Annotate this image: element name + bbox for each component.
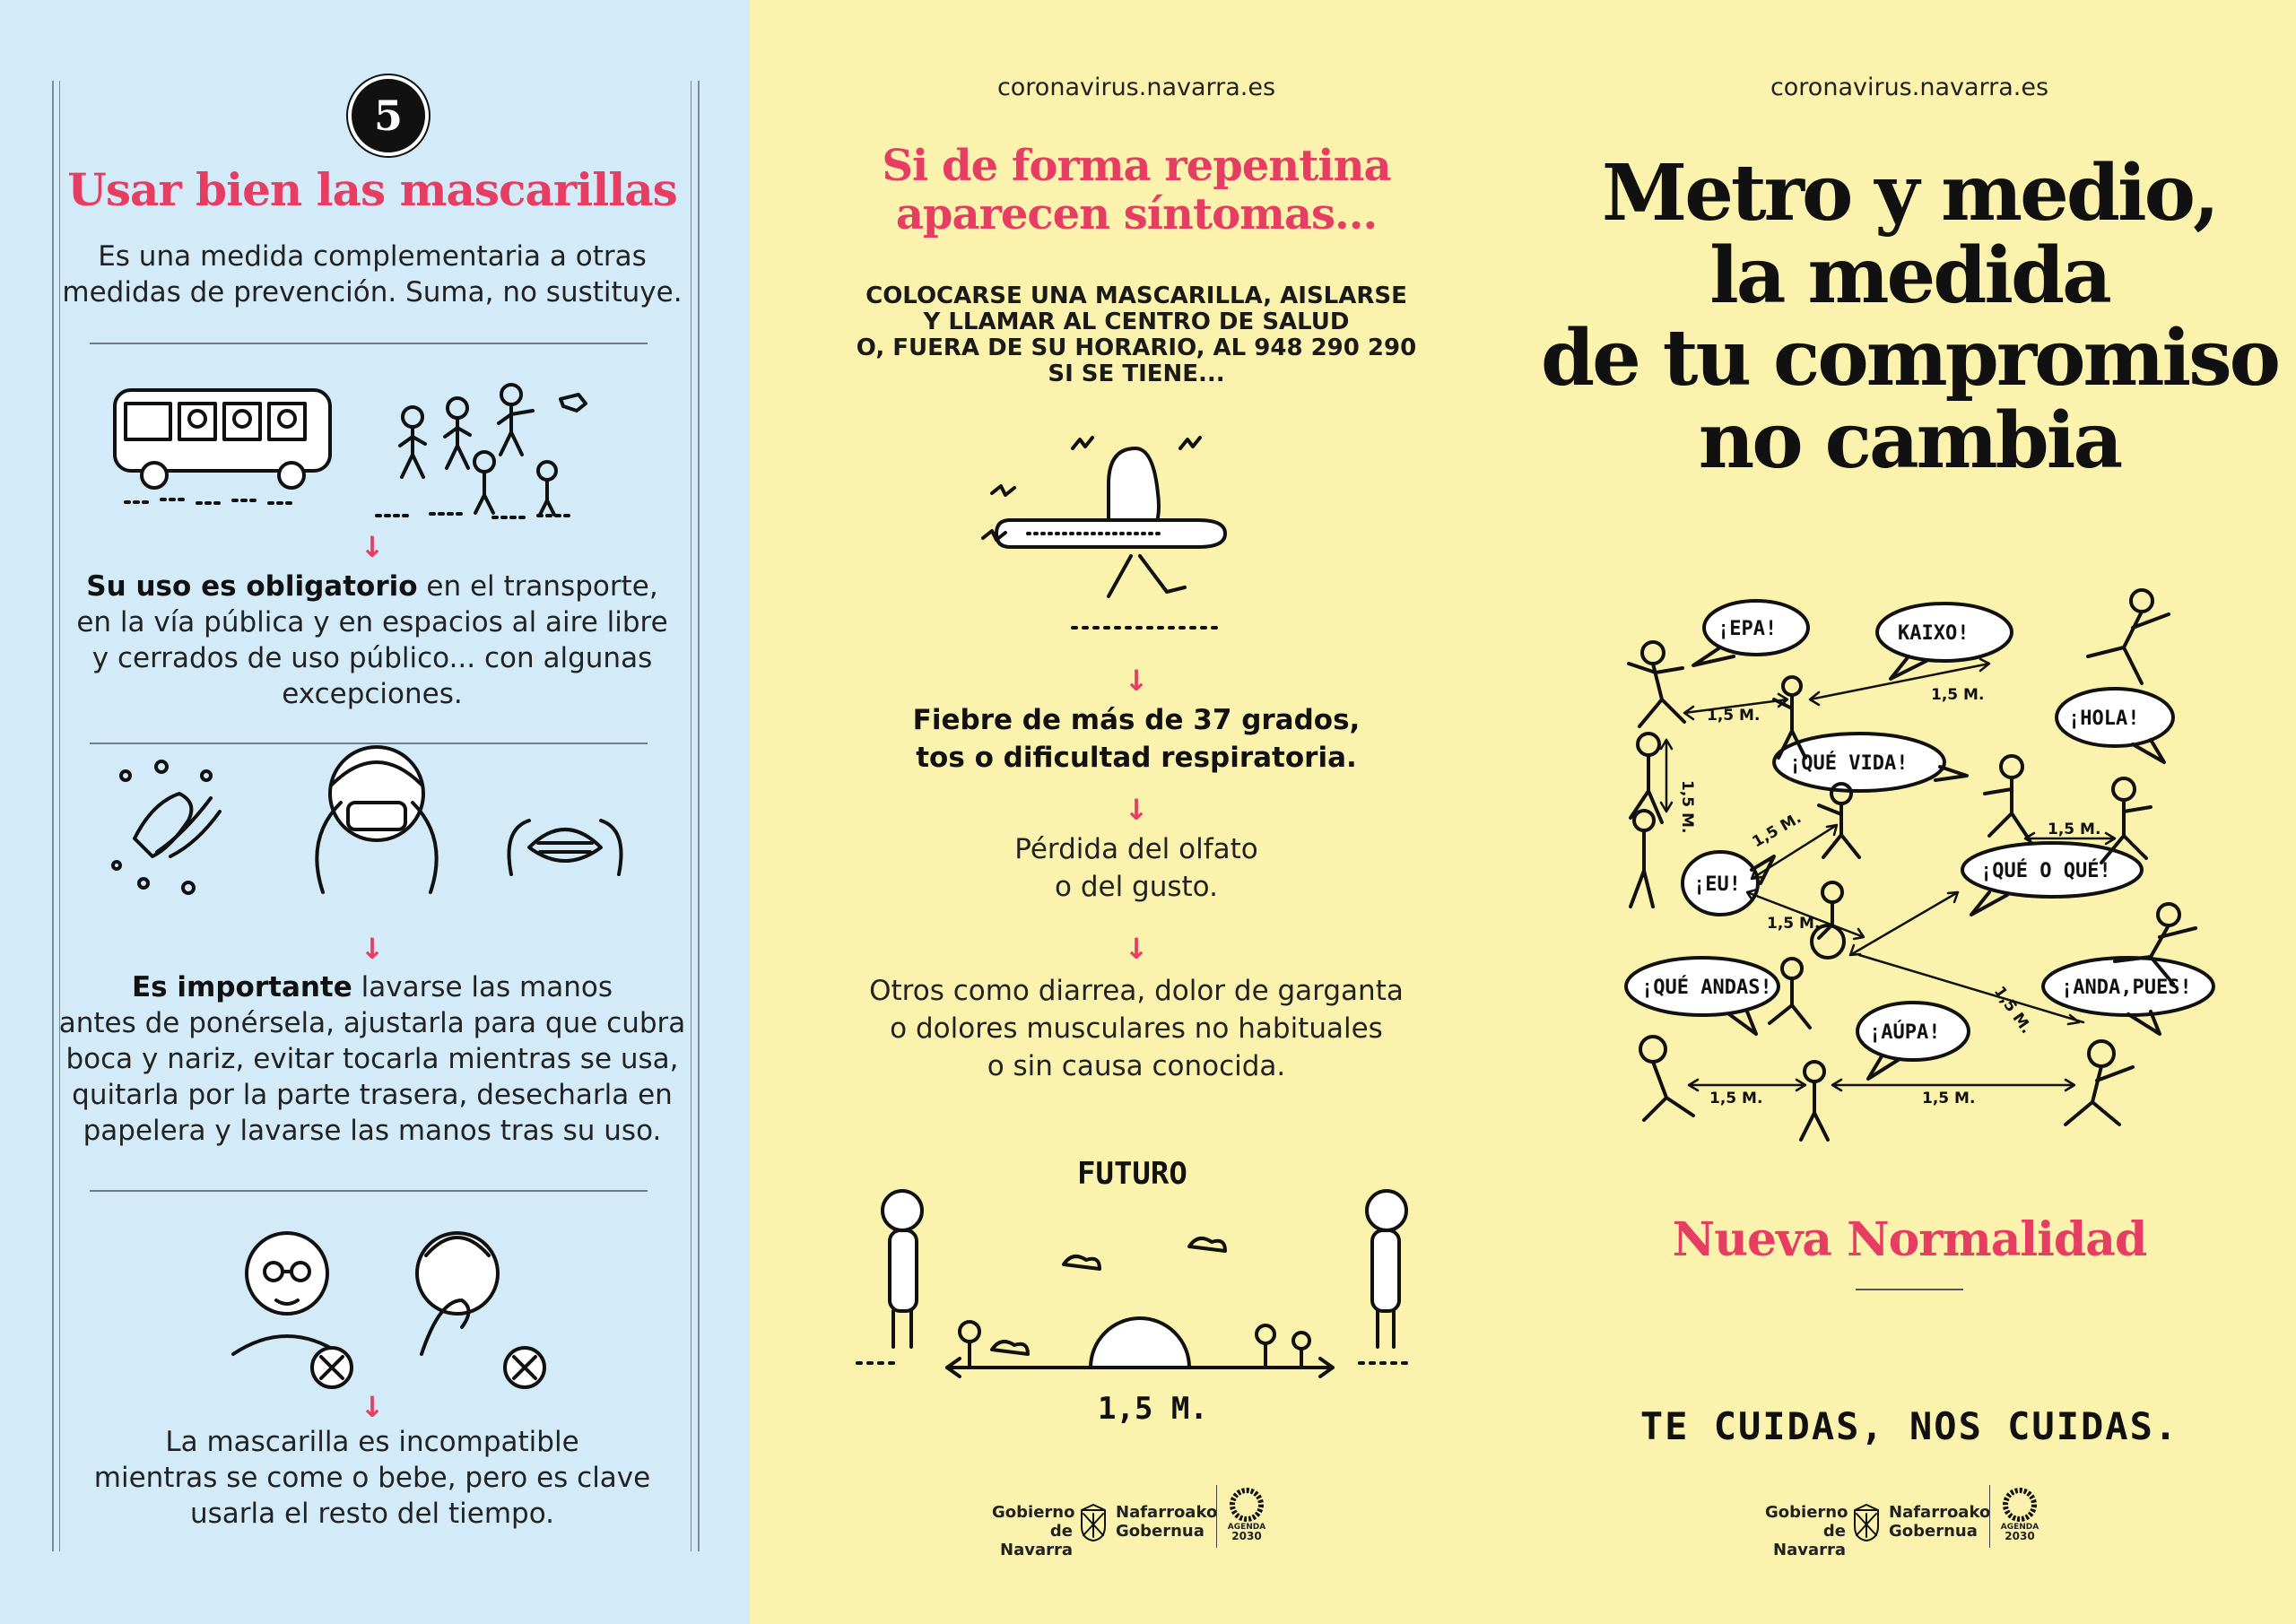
navarra-coat-of-arms-icon	[1078, 1503, 1109, 1542]
eating-and-drinking-illustration	[215, 1220, 556, 1399]
panel-symptoms	[750, 0, 1523, 1624]
nueva-normalidad-heading: Nueva Normalidad	[1672, 1212, 2147, 1267]
cover-title: Metro y medio, la medida de tu compromiso no cambia	[1541, 148, 2278, 486]
speech-bubble	[1962, 843, 2142, 915]
agenda-2030-icon	[2000, 1485, 2045, 1524]
svg-text:¡AÚPA!: ¡AÚPA!	[1869, 1021, 1941, 1044]
divider	[90, 343, 648, 344]
divider	[90, 1190, 648, 1192]
distance-label: 1,5 M.	[1098, 1391, 1208, 1427]
distance-label: 1,5 M.	[1989, 983, 2036, 1038]
down-arrow-icon: ↓	[360, 530, 385, 564]
svg-text:¡EPA!: ¡EPA!	[1718, 618, 1778, 640]
down-arrow-icon: ↓	[1124, 793, 1149, 827]
right-border-line	[698, 81, 700, 1551]
fever-thermometer-illustration	[974, 430, 1279, 655]
divider	[1856, 1289, 1963, 1290]
panel-masks	[0, 0, 750, 1624]
agenda-2030-text: AGENDA 2030	[1227, 1523, 1266, 1542]
government-logos	[1765, 1476, 2088, 1559]
future-distance-illustration	[857, 1148, 1431, 1435]
instructions-text: COLOCARSE UNA MASCARILLA, AISLARSE Y LLAMAR AL CENTRO DE SALUD O, FUERA DE SU HORARIO, AL 948 290 290 SI SE TIENE...	[856, 282, 1417, 387]
logo-separator	[1216, 1485, 1217, 1548]
down-arrow-icon: ↓	[1124, 664, 1149, 698]
panel-cover	[1523, 0, 2296, 1624]
agenda-2030-icon	[1227, 1485, 1272, 1524]
important-steps-text: Es importante lavarse las manos antes de ponérsela, ajustarla para que cubra boca y nariz, evitar tocarla mientras se usa, quitarla por la parte trasera, desecharla en papelera y lavarse las manos tras su uso.	[58, 971, 686, 1147]
gov-es-text: Gobierno de Navarra	[992, 1503, 1075, 1559]
distance-label: 1,5 M.	[1767, 915, 1821, 933]
handwash-and-mask-illustration	[108, 731, 646, 901]
gov-eu-text: Nafarroako Gobernua	[1116, 1503, 1218, 1541]
svg-text:KAIXO!: KAIXO!	[1898, 622, 1970, 645]
navarra-coat-of-arms-icon	[1851, 1503, 1882, 1542]
down-arrow-icon: ↓	[360, 1390, 385, 1424]
distance-label: 1,5 M.	[1931, 686, 1985, 704]
incompatible-text: La mascarilla es incompatible mientras se come o bebe, pero es clave usarla el resto del tiempo.	[93, 1426, 651, 1530]
section-title: Si de forma repentina aparecen síntomas...	[882, 141, 1391, 239]
speech-bubble	[1857, 1003, 1969, 1079]
symptom-smell-text: Pérdida del olfato o del gusto.	[1014, 833, 1258, 903]
down-arrow-icon: ↓	[360, 932, 385, 966]
government-logos	[992, 1476, 1315, 1559]
bus-and-walkers-illustration	[108, 354, 646, 516]
speech-bubble	[1877, 604, 2012, 679]
svg-text:¡QUÉ VIDA!: ¡QUÉ VIDA!	[1789, 752, 1909, 775]
svg-text:¡EU!: ¡EU!	[1693, 873, 1741, 896]
distance-label: 1,5 M.	[2048, 821, 2101, 838]
speech-bubble	[1693, 601, 1808, 665]
speech-bubble	[1683, 852, 1774, 915]
greetings-crowd-illustration	[1613, 583, 2222, 1148]
website-link[interactable]: coronavirus.navarra.es	[1770, 74, 2049, 101]
gov-eu-text: Nafarroako Gobernua	[1889, 1503, 1991, 1541]
step-number-badge: 5	[348, 75, 429, 156]
future-label: FUTURO	[1077, 1156, 1187, 1192]
distance-label: 1,5 M.	[1678, 780, 1696, 834]
svg-text:¡ANDA,PUES!: ¡ANDA,PUES!	[2061, 977, 2192, 999]
mandatory-use-text: Su uso es obligatorio en el transporte, en la vía pública y en espacios al aire libre y cerrados de uso público... con algunas excepciones.	[76, 570, 668, 710]
symptom-other-text: Otros como diarrea, dolor de garganta o dolores musculares no habituales o sin causa conocida.	[869, 975, 1404, 1082]
logo-separator	[1989, 1485, 1990, 1548]
svg-text:¡QUÉ ANDAS!: ¡QUÉ ANDAS!	[1641, 977, 1772, 999]
gov-es-text: Gobierno de Navarra	[1765, 1503, 1848, 1559]
symptom-fever-text: Fiebre de más de 37 grados, tos o dificultad respiratoria.	[912, 704, 1361, 774]
intro-text: Es una medida complementaria a otras medidas de prevención. Suma, no sustituye.	[62, 240, 683, 308]
distance-label: 1,5 M.	[1749, 809, 1805, 852]
svg-text:¡HOLA!: ¡HOLA!	[2068, 708, 2140, 730]
speech-bubble	[2057, 689, 2173, 762]
speech-bubble	[1774, 734, 1967, 791]
distance-label: 1,5 M.	[1709, 1090, 1763, 1107]
distance-label: 1,5 M.	[1922, 1090, 1976, 1107]
down-arrow-icon: ↓	[1124, 932, 1149, 966]
distance-label: 1,5 M.	[1707, 707, 1761, 725]
website-link[interactable]: coronavirus.navarra.es	[996, 74, 1276, 101]
section-title: Usar bien las mascarillas	[67, 163, 677, 216]
speech-bubble	[1626, 958, 1779, 1034]
agenda-2030-text: AGENDA 2030	[2000, 1523, 2039, 1542]
speech-bubble	[2043, 958, 2213, 1034]
slogan-text: TE CUIDAS, NOS CUIDAS.	[1639, 1404, 2179, 1448]
svg-text:¡QUÉ O QUÉ!: ¡QUÉ O QUÉ!	[1980, 860, 2111, 882]
